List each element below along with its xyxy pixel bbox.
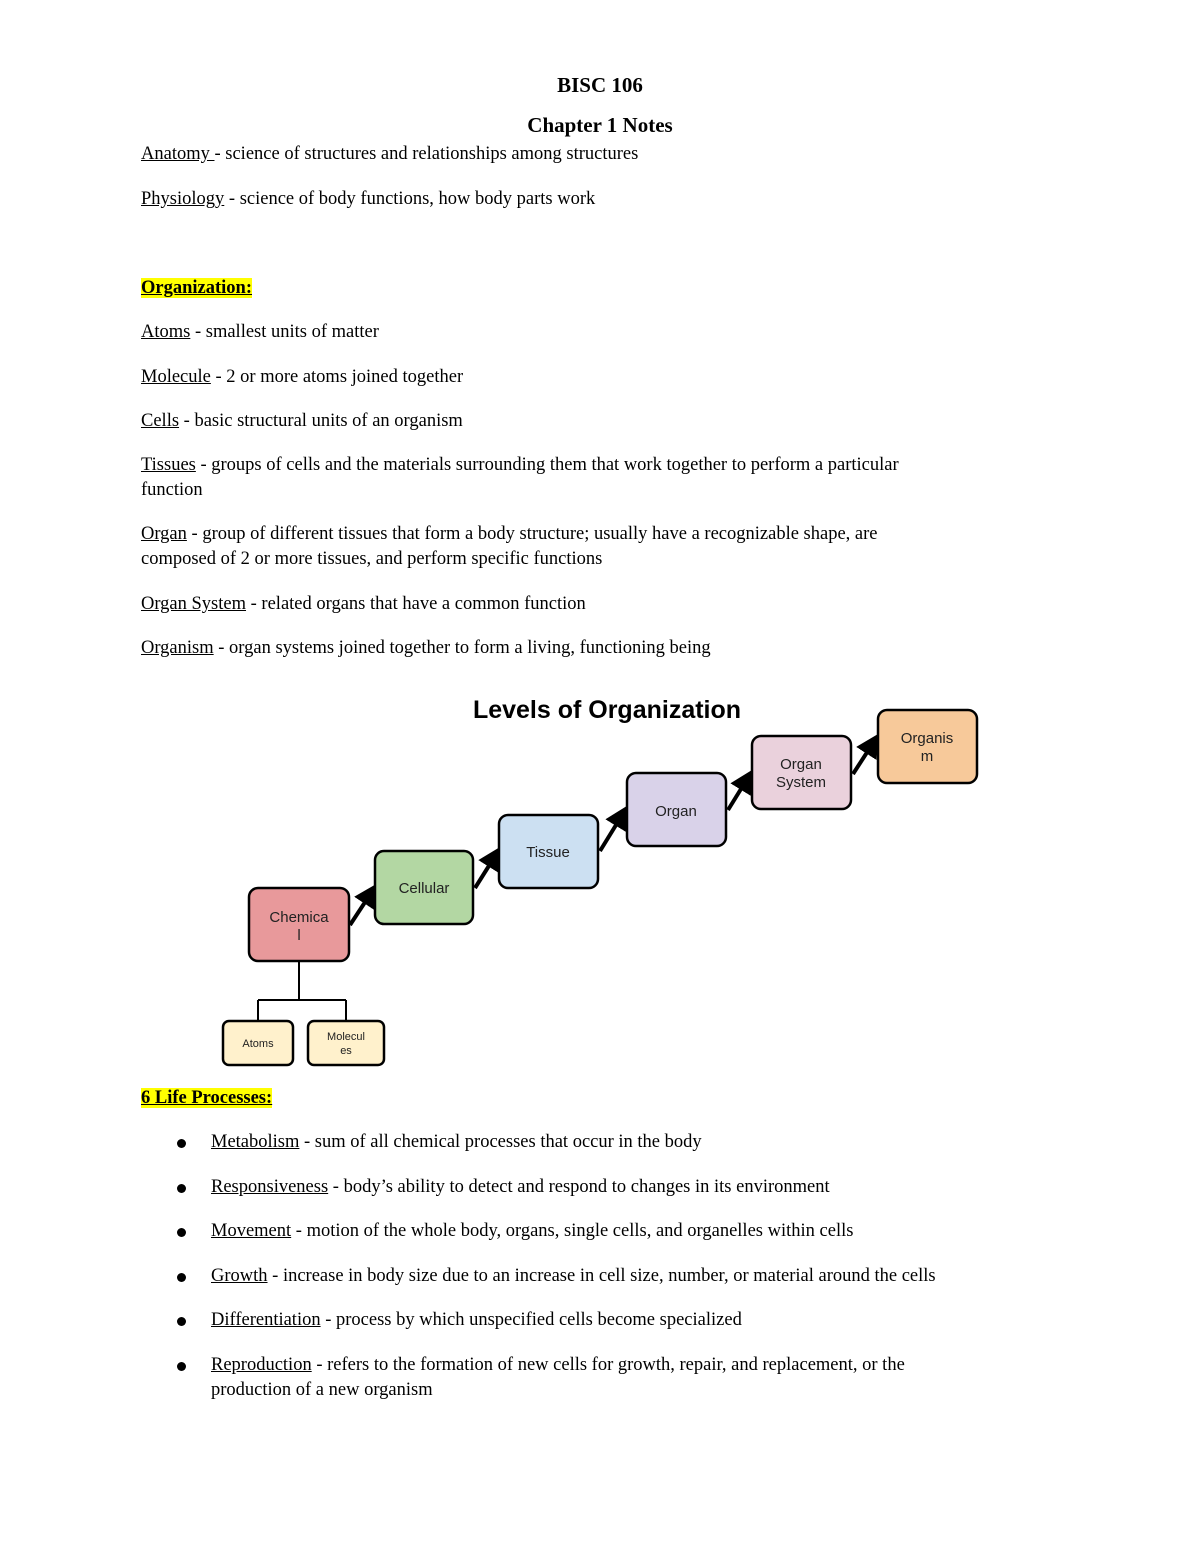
- list-item-reproduction: [211, 1353, 1091, 1378]
- arrow-3: [600, 812, 624, 851]
- definition-text: - refers to the formation of new cells for growth, repair, and replacement, or the: [311, 1355, 905, 1375]
- chapter-title: Chapter 1 Notes: [527, 113, 673, 137]
- arrow-2: [475, 853, 497, 888]
- term-label: Metabolism: [211, 1132, 300, 1152]
- bullet-icon: [177, 1228, 186, 1237]
- sub-box-atoms: [223, 1021, 293, 1065]
- definition-text: - 2 or more atoms joined together: [210, 367, 464, 387]
- arrow-4: [728, 776, 749, 810]
- definition-text: - organ systems joined together to form a living, functioning being: [213, 638, 711, 658]
- list-item-reproduction-cont: production of a new organism: [211, 1380, 433, 1400]
- course-title: BISC 106: [557, 73, 643, 97]
- list-item-metabolism: [211, 1130, 1091, 1155]
- sub-label-line2: es: [340, 1045, 352, 1057]
- term-label: Reproduction: [211, 1355, 312, 1375]
- level-box-chemical: [249, 888, 349, 961]
- arrow-1: [350, 890, 373, 925]
- definition-text: - smallest units of matter: [190, 322, 379, 342]
- term-label: Cells: [141, 411, 180, 431]
- level-box-cellular: [375, 851, 473, 924]
- definition-text: - sum of all chemical processes that occur in the body: [299, 1132, 702, 1152]
- level-label-line2: System: [775, 774, 827, 791]
- life-processes-heading-line: [141, 1086, 272, 1111]
- bullet-icon: [177, 1184, 186, 1193]
- level-label-line2: m: [920, 748, 934, 765]
- level-label: Organ: [655, 803, 697, 820]
- arrow-5: [853, 740, 875, 774]
- term-label: Differentiation: [211, 1310, 321, 1330]
- level-box-organ: [627, 773, 726, 846]
- term-label: Responsiveness: [211, 1177, 329, 1197]
- org-item-organ-cont: composed of 2 or more tissues, and perform specific functions: [141, 549, 603, 569]
- definition-text: - basic structural units of an organism: [179, 411, 463, 431]
- section-heading: Organization:: [141, 278, 252, 298]
- bullet-icon: [177, 1362, 186, 1371]
- level-box-tissue: [499, 815, 598, 888]
- sub-box-molecules: [308, 1021, 384, 1065]
- term-label: Atoms: [141, 322, 191, 342]
- level-label: Chemica: [269, 909, 329, 926]
- term-label: Organ System: [141, 594, 247, 614]
- definition-text: - groups of cells and the materials surrounding them that work together to perform a particular: [195, 455, 899, 475]
- diagram-title: Levels of Organization: [472, 696, 742, 724]
- sub-box-shape: [308, 1021, 384, 1065]
- level-label: Cellular: [398, 880, 450, 897]
- term-label: Organism: [141, 638, 214, 658]
- term-label: Molecule: [141, 367, 211, 387]
- list-item-differentiation: [211, 1308, 1091, 1333]
- term-label: Tissues: [141, 455, 196, 475]
- term-label: Growth: [211, 1266, 268, 1286]
- level-box-organ-system: [752, 736, 851, 809]
- definition-text: - process by which unspecified cells become specialized: [320, 1310, 742, 1330]
- bullet-icon: [177, 1317, 186, 1326]
- bullet-icon: [177, 1273, 186, 1282]
- section-heading: 6 Life Processes:: [141, 1088, 273, 1108]
- term-label: Organ: [141, 524, 187, 544]
- definition-text: - group of different tissues that form a body structure; usually have a recognizable shape, are: [186, 524, 878, 544]
- definition-text: - motion of the whole body, organs, single cells, and organelles within cells: [291, 1221, 854, 1241]
- sub-label: Atoms: [242, 1038, 274, 1050]
- org-item-tissues-cont: function: [141, 480, 203, 500]
- definition-text: - related organs that have a common function: [246, 594, 586, 614]
- level-label: Tissue: [526, 844, 570, 861]
- term-label: Anatomy: [141, 144, 215, 164]
- term-label: Movement: [211, 1221, 292, 1241]
- term-label: Physiology: [141, 189, 225, 209]
- level-label-line2: l: [297, 927, 301, 944]
- list-item-growth: [211, 1264, 1091, 1289]
- sub-label: Molecul: [327, 1031, 365, 1043]
- level-label: Organis: [900, 730, 954, 747]
- list-item-responsiveness: [211, 1175, 1091, 1200]
- bullet-icon: [177, 1139, 186, 1148]
- list-item-movement: [211, 1219, 1091, 1244]
- definition-text: - increase in body size due to an increase in cell size, number, or material around the cells: [267, 1266, 936, 1286]
- definition-text: - science of body functions, how body parts work: [224, 189, 596, 209]
- definition-text: - body’s ability to detect and respond to changes in its environment: [328, 1177, 830, 1197]
- level-box-organism: [878, 710, 977, 783]
- definition-text: - science of structures and relationships among structures: [214, 144, 639, 164]
- level-label: Organ: [780, 756, 822, 773]
